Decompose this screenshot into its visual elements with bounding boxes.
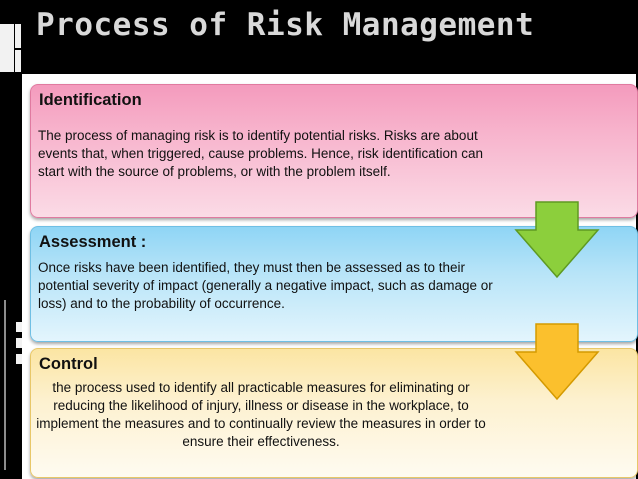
control-text: the process used to identify all practicable measures for eliminating or reducing the likelihood of injury, illness or disease in the workplace, to implement the measures and to continually review the measures in order to ensure their effectiveness. [36,380,486,449]
corner-decoration [15,24,21,48]
side-decoration-line [4,300,6,470]
assessment-text: Once risks have been identified, they must then be assessed as to their potential severity of impact (generally a negative impact, such as damage or loss) and to the probability of occurrence. [38,260,493,311]
identification-box [30,84,638,218]
corner-decoration [15,50,21,72]
down-arrow-icon [512,200,602,280]
down-arrow-icon [512,322,602,402]
slide-title: Process of Risk Management [36,7,535,43]
assessment-heading: Assessment : [39,233,147,251]
identification-heading: Identification [39,91,142,109]
corner-decoration [0,24,14,72]
control-heading: Control [39,355,98,373]
identification-text: The process of managing risk is to identify potential risks. Risks are about events that, when triggered, cause problems. Hence, risk identification can start with the source of problems, or with the problem itself. [38,128,483,179]
